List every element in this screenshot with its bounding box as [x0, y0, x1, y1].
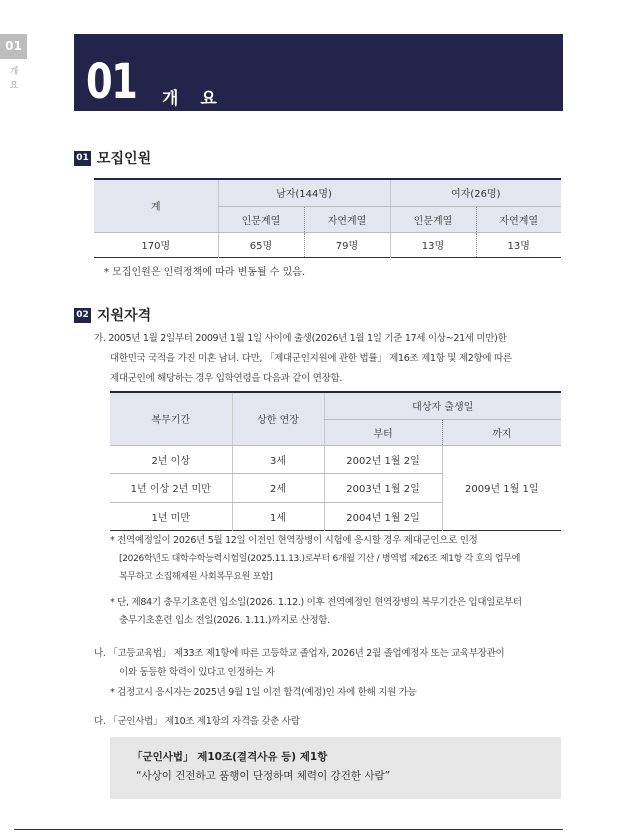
cell-male-humanities: 65명 — [218, 232, 304, 257]
clause-ga-line-3: 제대군인에 해당하는 경우 입학연령을 다음과 같이 연장함. — [110, 373, 343, 384]
veteran-note-line-3: 복무하고 소집해제된 사회복무요원 포함] — [119, 572, 273, 582]
cell-from: 2002년 1월 2일 — [324, 445, 442, 473]
chapter-banner — [74, 34, 563, 111]
service-note-line-2: 충무기초훈련 입소 전일(2026. 1.11.)까지로 산정함. — [119, 615, 330, 626]
header-female-humanities: 인문계열 — [390, 206, 476, 232]
header-male-science: 자연계열 — [304, 206, 390, 232]
recruitment-table — [94, 178, 561, 258]
header-from: 부터 — [324, 419, 442, 445]
header-female: 여자(26명) — [390, 179, 561, 206]
cell-service: 1년 미만 — [151, 512, 191, 524]
cell-extension: 2세 — [232, 473, 324, 502]
header-age-extension: 상한 연장 — [232, 392, 324, 445]
header-birth-date: 대상자 출생일 — [324, 392, 561, 419]
cell-female-science: 13명 — [476, 232, 561, 257]
law-quote-title: 「군인사법」 제10조(결격사유 등) 제1항 — [132, 751, 328, 763]
clause-ga-line-2: 대한민국 국적을 가진 미혼 남녀. 다만, 「제대군인지원에 관한 법률」 제16조 제1항 및 제2항에 따른 — [110, 353, 512, 364]
law-quote-box — [110, 737, 561, 799]
chapter-side-label — [9, 65, 19, 93]
header-to: 까지 — [442, 419, 561, 445]
age-extension-table — [110, 391, 561, 531]
chapter-tab: 01 — [0, 34, 27, 59]
side-label-char-2: 요 — [9, 81, 19, 91]
section-number-badge: 02 — [74, 308, 91, 323]
section-title: 모집인원 — [97, 151, 152, 167]
cell-male-science: 79명 — [304, 232, 390, 257]
clause-da: 다. 「군인사법」 제10조 제1항의 자격을 갖춘 사람 — [94, 716, 300, 727]
section-heading-recruitment — [74, 148, 151, 168]
cell-service: 1년 이상 2년 미만 — [110, 473, 232, 502]
footer-divider — [14, 829, 563, 830]
cell-from: 2003년 1월 2일 — [324, 473, 442, 502]
recruitment-note: * 모집인원은 인력정책에 따라 변동될 수 있음. — [104, 267, 306, 278]
section-number-badge: 01 — [74, 151, 91, 166]
ged-note: * 검정고시 응시자는 2025년 9월 1일 이전 합격(예정)인 자에 한해 지원 가능 — [110, 687, 417, 698]
cell-service: 2년 이상 — [110, 445, 232, 473]
cell-extension: 1세 — [232, 502, 324, 530]
law-quote-body: “사상이 건전하고 품행이 단정하며 체력이 강건한 사람” — [136, 770, 391, 782]
header-female-science: 자연계열 — [476, 206, 561, 232]
header-total: 계 — [94, 179, 218, 232]
cell-extension: 3세 — [232, 445, 324, 473]
header-male-humanities: 인문계열 — [218, 206, 304, 232]
section-title: 지원자격 — [97, 308, 152, 324]
clause-ga-line-1: 가. 2005년 1월 2일부터 2009년 1월 1일 사이에 출생(2026년 1월 1일 기준 17세 이상~21세 미만)한 — [94, 333, 507, 344]
chapter-number: 01 — [86, 54, 137, 110]
header-service-period: 복무기간 — [110, 392, 232, 445]
cell-total: 170명 — [141, 241, 171, 252]
veteran-note-line-2: [2026학년도 대학수학능력시험일(2025.11.13.)로부터 6개월 기산 / 병역법 제26조 제1항 각 호의 업무에 — [119, 554, 521, 564]
cell-female-humanities: 13명 — [390, 232, 476, 257]
cell-to: 2009년 1월 1일 — [442, 445, 561, 530]
cell-from: 2004년 1월 2일 — [324, 502, 442, 530]
header-male: 남자(144명) — [218, 179, 390, 206]
clause-na-line-2: 이와 동등한 학력이 있다고 인정하는 자 — [119, 667, 275, 678]
service-note-line-1: * 단, 제84기 충무기초훈련 입소일(2026. 1.12.) 이후 전역예정인 현역장병의 복무기간은 입대일로부터 — [110, 597, 522, 608]
side-label-char-1: 개 — [9, 67, 19, 77]
clause-na-line-1: 나. 「고등교육법」 제33조 제1항에 따른 고등학교 졸업자, 2026년 2월 졸업예정자 또는 교육부장관이 — [94, 648, 505, 659]
section-heading-eligibility — [74, 305, 151, 325]
chapter-title: 개 요 — [162, 89, 225, 109]
veteran-note-line-1: * 전역예정일이 2026년 5월 12일 이전인 현역장병이 시험에 응시할 경우 제대군인으로 인정 — [110, 535, 478, 546]
